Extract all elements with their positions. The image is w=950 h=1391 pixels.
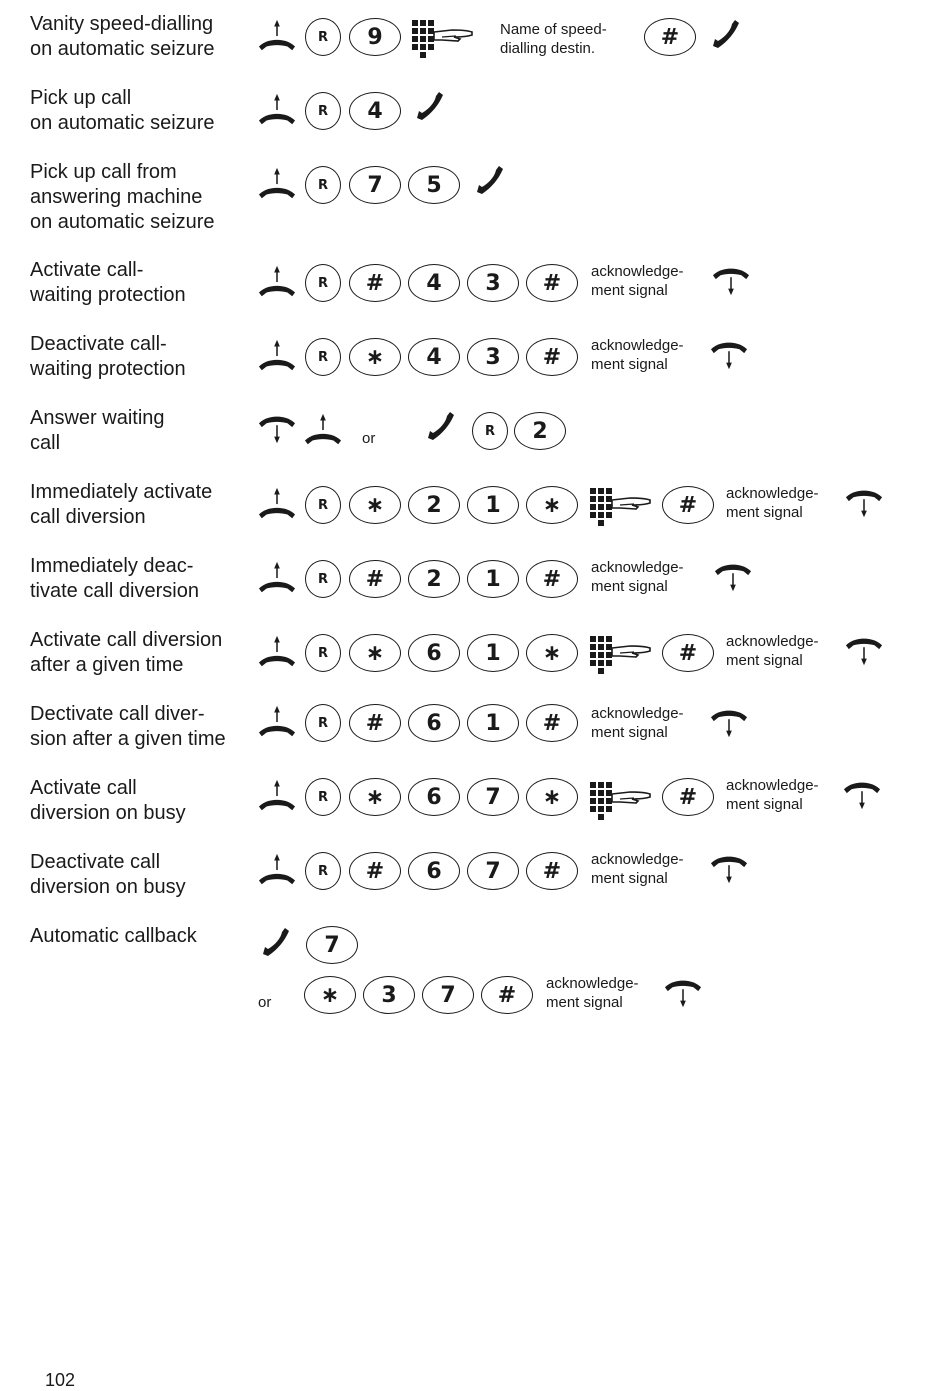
note-line: dialling destin. (500, 40, 596, 57)
hang-up-handset-icon (708, 704, 750, 742)
key-4: 4 (349, 92, 401, 130)
key-star: ∗ (349, 486, 401, 524)
lift-handset-icon (256, 560, 298, 598)
key-4: 4 (408, 264, 460, 302)
key-3: 3 (467, 338, 519, 376)
procedure-label (30, 86, 245, 136)
lift-handset-icon (256, 264, 298, 302)
key-star: ∗ (349, 338, 401, 376)
key-r: R (305, 778, 341, 816)
label-line: answering machine (30, 186, 203, 208)
label-line: tivate call diversion (30, 580, 199, 602)
talk-handset-icon (260, 926, 292, 958)
key-7: 7 (306, 926, 358, 964)
note-line: acknowledge- (591, 263, 684, 280)
label-line: Immediately deac- (30, 555, 194, 577)
hang-up-handset-icon (256, 410, 298, 448)
note-line: ment signal (726, 796, 803, 813)
label-line: Immediately activate (30, 481, 213, 503)
key-star: ∗ (349, 634, 401, 672)
label-line: Dectivate call diver- (30, 703, 205, 725)
hang-up-handset-icon (843, 632, 885, 670)
lift-handset-icon (302, 412, 344, 450)
talk-handset-icon (474, 164, 506, 196)
key-hash: # (662, 486, 714, 524)
label-line: Answer waiting (30, 407, 165, 429)
note-line: ment signal (591, 870, 668, 887)
key-7: 7 (349, 166, 401, 204)
key-7: 7 (467, 852, 519, 890)
procedure-label (30, 628, 245, 678)
note-line: acknowledge- (591, 559, 684, 576)
label-line: on automatic seizure (30, 211, 215, 233)
key-6: 6 (408, 852, 460, 890)
label-line: after a given time (30, 654, 184, 676)
key-hash: # (526, 560, 578, 598)
key-hash: # (526, 264, 578, 302)
note-line: acknowledge- (591, 705, 684, 722)
talk-handset-icon (414, 90, 446, 122)
key-hash: # (481, 976, 533, 1014)
key-1: 1 (467, 560, 519, 598)
keypad-input-icon (590, 782, 652, 826)
label-line: Automatic callback (30, 925, 197, 947)
lift-handset-icon (256, 634, 298, 672)
key-r: R (305, 704, 341, 742)
label-line: call diversion (30, 506, 146, 528)
label-line: sion after a given time (30, 728, 226, 750)
key-hash: # (526, 852, 578, 890)
key-2: 2 (514, 412, 566, 450)
key-5: 5 (408, 166, 460, 204)
label-line: Activate call diversion (30, 629, 223, 651)
label-line: on automatic seizure (30, 112, 215, 134)
note-line: ment signal (726, 504, 803, 521)
label-line: Deactivate call- (30, 333, 167, 355)
label-line: Pick up call (30, 87, 132, 109)
page-number: 102 (45, 1370, 76, 1390)
procedure-label (30, 12, 245, 62)
key-6: 6 (408, 778, 460, 816)
label-line: Pick up call from (30, 161, 177, 183)
key-hash: # (662, 634, 714, 672)
hang-up-handset-icon (710, 262, 752, 300)
note-line: acknowledge- (726, 777, 819, 794)
hang-up-handset-icon (662, 974, 704, 1012)
lift-handset-icon (256, 778, 298, 816)
label-line: diversion on busy (30, 876, 186, 898)
acknowledge-note (726, 632, 819, 670)
key-hash: # (349, 560, 401, 598)
key-star: ∗ (526, 778, 578, 816)
note-line: ment signal (591, 282, 668, 299)
talk-handset-icon (710, 18, 742, 50)
key-star: ∗ (304, 976, 356, 1014)
hang-up-handset-icon (712, 558, 754, 596)
procedure-label (30, 480, 245, 530)
procedure-label (30, 332, 245, 382)
label-line: on automatic seizure (30, 38, 215, 60)
key-r: R (305, 338, 341, 376)
key-r: R (305, 486, 341, 524)
procedure-label (30, 850, 245, 900)
key-hash: # (662, 778, 714, 816)
label-line: waiting protection (30, 358, 186, 380)
lift-handset-icon (256, 338, 298, 376)
talk-handset-icon (425, 410, 457, 442)
key-r: R (472, 412, 508, 450)
key-4: 4 (408, 338, 460, 376)
key-3: 3 (363, 976, 415, 1014)
key-hash: # (644, 18, 696, 56)
acknowledge-note (591, 336, 684, 374)
note-line: Name of speed- (500, 21, 607, 38)
key-r: R (305, 92, 341, 130)
note-line: ment signal (591, 578, 668, 595)
lift-handset-icon (256, 704, 298, 742)
key-1: 1 (467, 486, 519, 524)
lift-handset-icon (256, 852, 298, 890)
key-star: ∗ (349, 778, 401, 816)
key-2: 2 (408, 486, 460, 524)
keypad-input-icon (590, 488, 652, 532)
procedure-label (30, 406, 245, 456)
procedure-label (30, 160, 245, 235)
note-line: acknowledge- (546, 975, 639, 992)
acknowledge-note (591, 262, 684, 300)
acknowledge-note (591, 704, 684, 742)
label-line: call (30, 432, 61, 454)
key-r: R (305, 634, 341, 672)
hang-up-handset-icon (841, 776, 883, 814)
label-line: Activate call- (30, 259, 144, 281)
label-line: waiting protection (30, 284, 186, 306)
speed-dial-name-note (500, 20, 607, 58)
key-r: R (305, 18, 341, 56)
key-hash: # (526, 338, 578, 376)
key-2: 2 (408, 560, 460, 598)
label-line: Activate call (30, 777, 137, 799)
key-hash: # (349, 264, 401, 302)
key-1: 1 (467, 634, 519, 672)
procedure-label (30, 258, 245, 308)
acknowledge-note (726, 484, 819, 522)
label-line: Vanity speed-dialling (30, 13, 214, 35)
acknowledge-note (726, 776, 819, 814)
note-line: ment signal (726, 652, 803, 669)
procedure-label (30, 924, 245, 949)
note-line: acknowledge- (726, 485, 819, 502)
key-6: 6 (408, 704, 460, 742)
note-line: ment signal (591, 356, 668, 373)
lift-handset-icon (256, 166, 298, 204)
procedure-label (30, 554, 245, 604)
procedure-label (30, 702, 245, 752)
label-line: diversion on busy (30, 802, 186, 824)
key-r: R (305, 560, 341, 598)
label-line: Deactivate call (30, 851, 161, 873)
hang-up-handset-icon (708, 336, 750, 374)
key-r: R (305, 264, 341, 302)
procedure-label (30, 776, 245, 826)
note-line: ment signal (546, 994, 623, 1011)
or-text: or (362, 430, 376, 447)
acknowledge-note (591, 558, 684, 596)
key-1: 1 (467, 704, 519, 742)
acknowledge-note (546, 974, 639, 1012)
keypad-input-icon (412, 20, 474, 64)
key-r: R (305, 166, 341, 204)
key-9: 9 (349, 18, 401, 56)
note-line: acknowledge- (726, 633, 819, 650)
key-hash: # (349, 852, 401, 890)
key-hash: # (349, 704, 401, 742)
key-3: 3 (467, 264, 519, 302)
lift-handset-icon (256, 92, 298, 130)
key-7: 7 (467, 778, 519, 816)
keypad-input-icon (590, 636, 652, 680)
note-line: acknowledge- (591, 851, 684, 868)
lift-handset-icon (256, 18, 298, 56)
key-star: ∗ (526, 486, 578, 524)
key-hash: # (526, 704, 578, 742)
lift-handset-icon (256, 486, 298, 524)
hang-up-handset-icon (843, 484, 885, 522)
key-star: ∗ (526, 634, 578, 672)
key-7: 7 (422, 976, 474, 1014)
note-line: acknowledge- (591, 337, 684, 354)
key-6: 6 (408, 634, 460, 672)
key-r: R (305, 852, 341, 890)
note-line: ment signal (591, 724, 668, 741)
or-text: or (258, 994, 272, 1011)
hang-up-handset-icon (708, 850, 750, 888)
acknowledge-note (591, 850, 684, 888)
